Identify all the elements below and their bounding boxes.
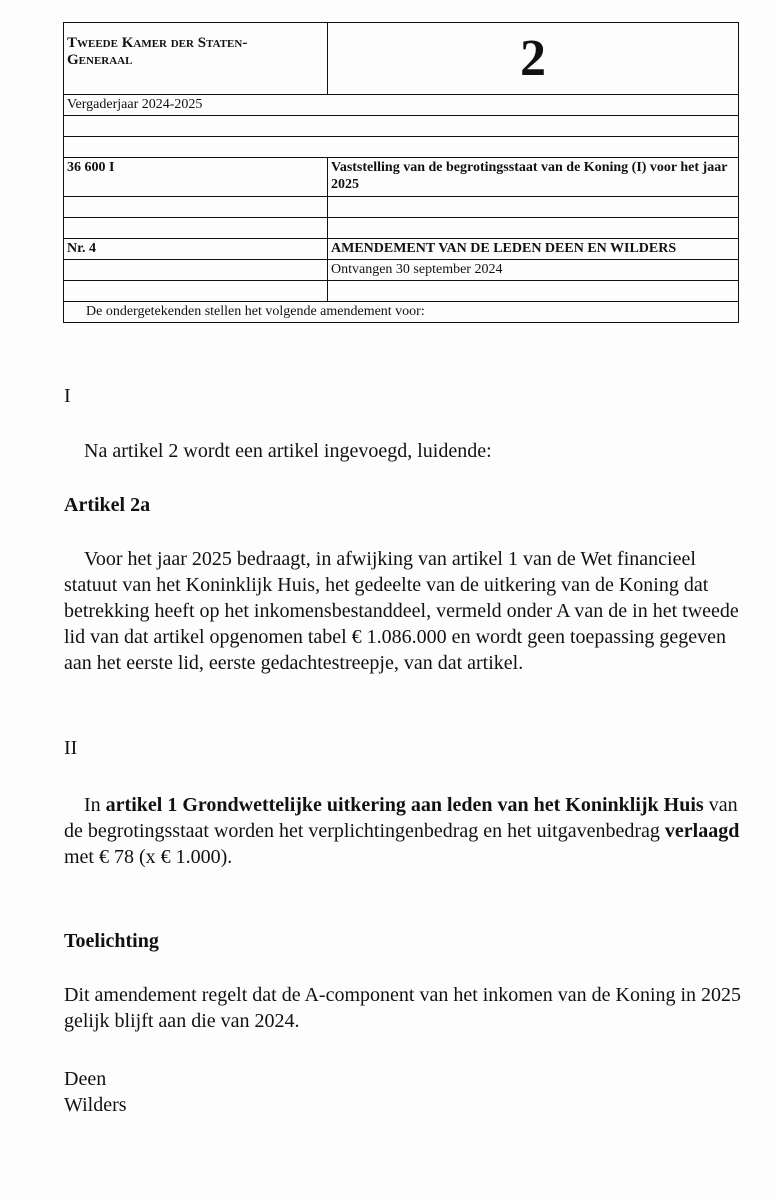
par2-bold-verlaagd: verlaagd [664, 820, 740, 842]
received-date: Ontvangen 30 september 2024 [328, 260, 739, 281]
chamber-line-1: Tweede Kamer der Staten- [67, 35, 248, 51]
intro-paragraph: Na artikel 2 wordt een artikel ingevoegd, luidende: [84, 440, 492, 462]
explanation-heading: Toelichting [64, 930, 159, 952]
empty-cell [328, 281, 739, 302]
empty-row [64, 116, 739, 137]
item-title: AMENDEMENT VAN DE LEDEN DEEN EN WILDERS [328, 239, 739, 260]
empty-row [64, 137, 739, 158]
document-header-table [63, 22, 739, 323]
par2-in: In [84, 794, 101, 816]
chamber-name [64, 23, 328, 95]
item-number: Nr. 4 [64, 239, 328, 260]
chamber-line-2: Generaal [67, 52, 133, 68]
intro-line: De ondergetekenden stellen het volgende amendement voor: [64, 302, 739, 323]
empty-cell [328, 197, 739, 218]
article-paragraph: Voor het jaar 2025 bedraagt, in afwijking van artikel 1 van de Wet financieel statuut van het Koninklijk Huis, het gedeelte van de uitkering van de Koning dat betrekking heeft op het inkomensbestanddeel, vermeld onder A van de in het tweede lid van dat artikel opgenomen tabel € 1.086.000 en wordt geen toepassing gegeven aan het eerste lid, eerste gedachtestreepje, van dat artikel. [64, 548, 739, 674]
par2-mid: van de begrotingsstaat worden het verplichtingenbedrag en het uitgavenbedrag [64, 794, 738, 842]
section-number-2: II [64, 737, 78, 759]
empty-cell [64, 260, 328, 281]
amendment-paragraph [64, 792, 744, 870]
par2-bold-article: artikel 1 Grondwettelijke uitkering aan leden van het Koninklijk Huis [105, 794, 704, 816]
empty-cell [64, 281, 328, 302]
empty-cell [64, 218, 328, 239]
document-number: 2 [328, 23, 739, 95]
dossier-title: Vaststelling van de begrotingsstaat van de Koning (I) voor het jaar 2025 [328, 158, 739, 197]
empty-cell [328, 218, 739, 239]
session-year: Vergaderjaar 2024-2025 [64, 95, 739, 116]
article-heading: Artikel 2a [64, 494, 151, 516]
signatory-2: Wilders [64, 1094, 127, 1116]
par2-end: met € 78 (x € 1.000). [64, 846, 233, 868]
explanation-paragraph: Dit amendement regelt dat de A-component van het inkomen van de Koning in 2025 gelijk blijft aan die van 2024. [64, 984, 742, 1032]
section-number-1: I [64, 385, 71, 407]
signatory-1: Deen [64, 1068, 107, 1090]
empty-cell [64, 197, 328, 218]
dossier-number: 36 600 I [64, 158, 328, 197]
